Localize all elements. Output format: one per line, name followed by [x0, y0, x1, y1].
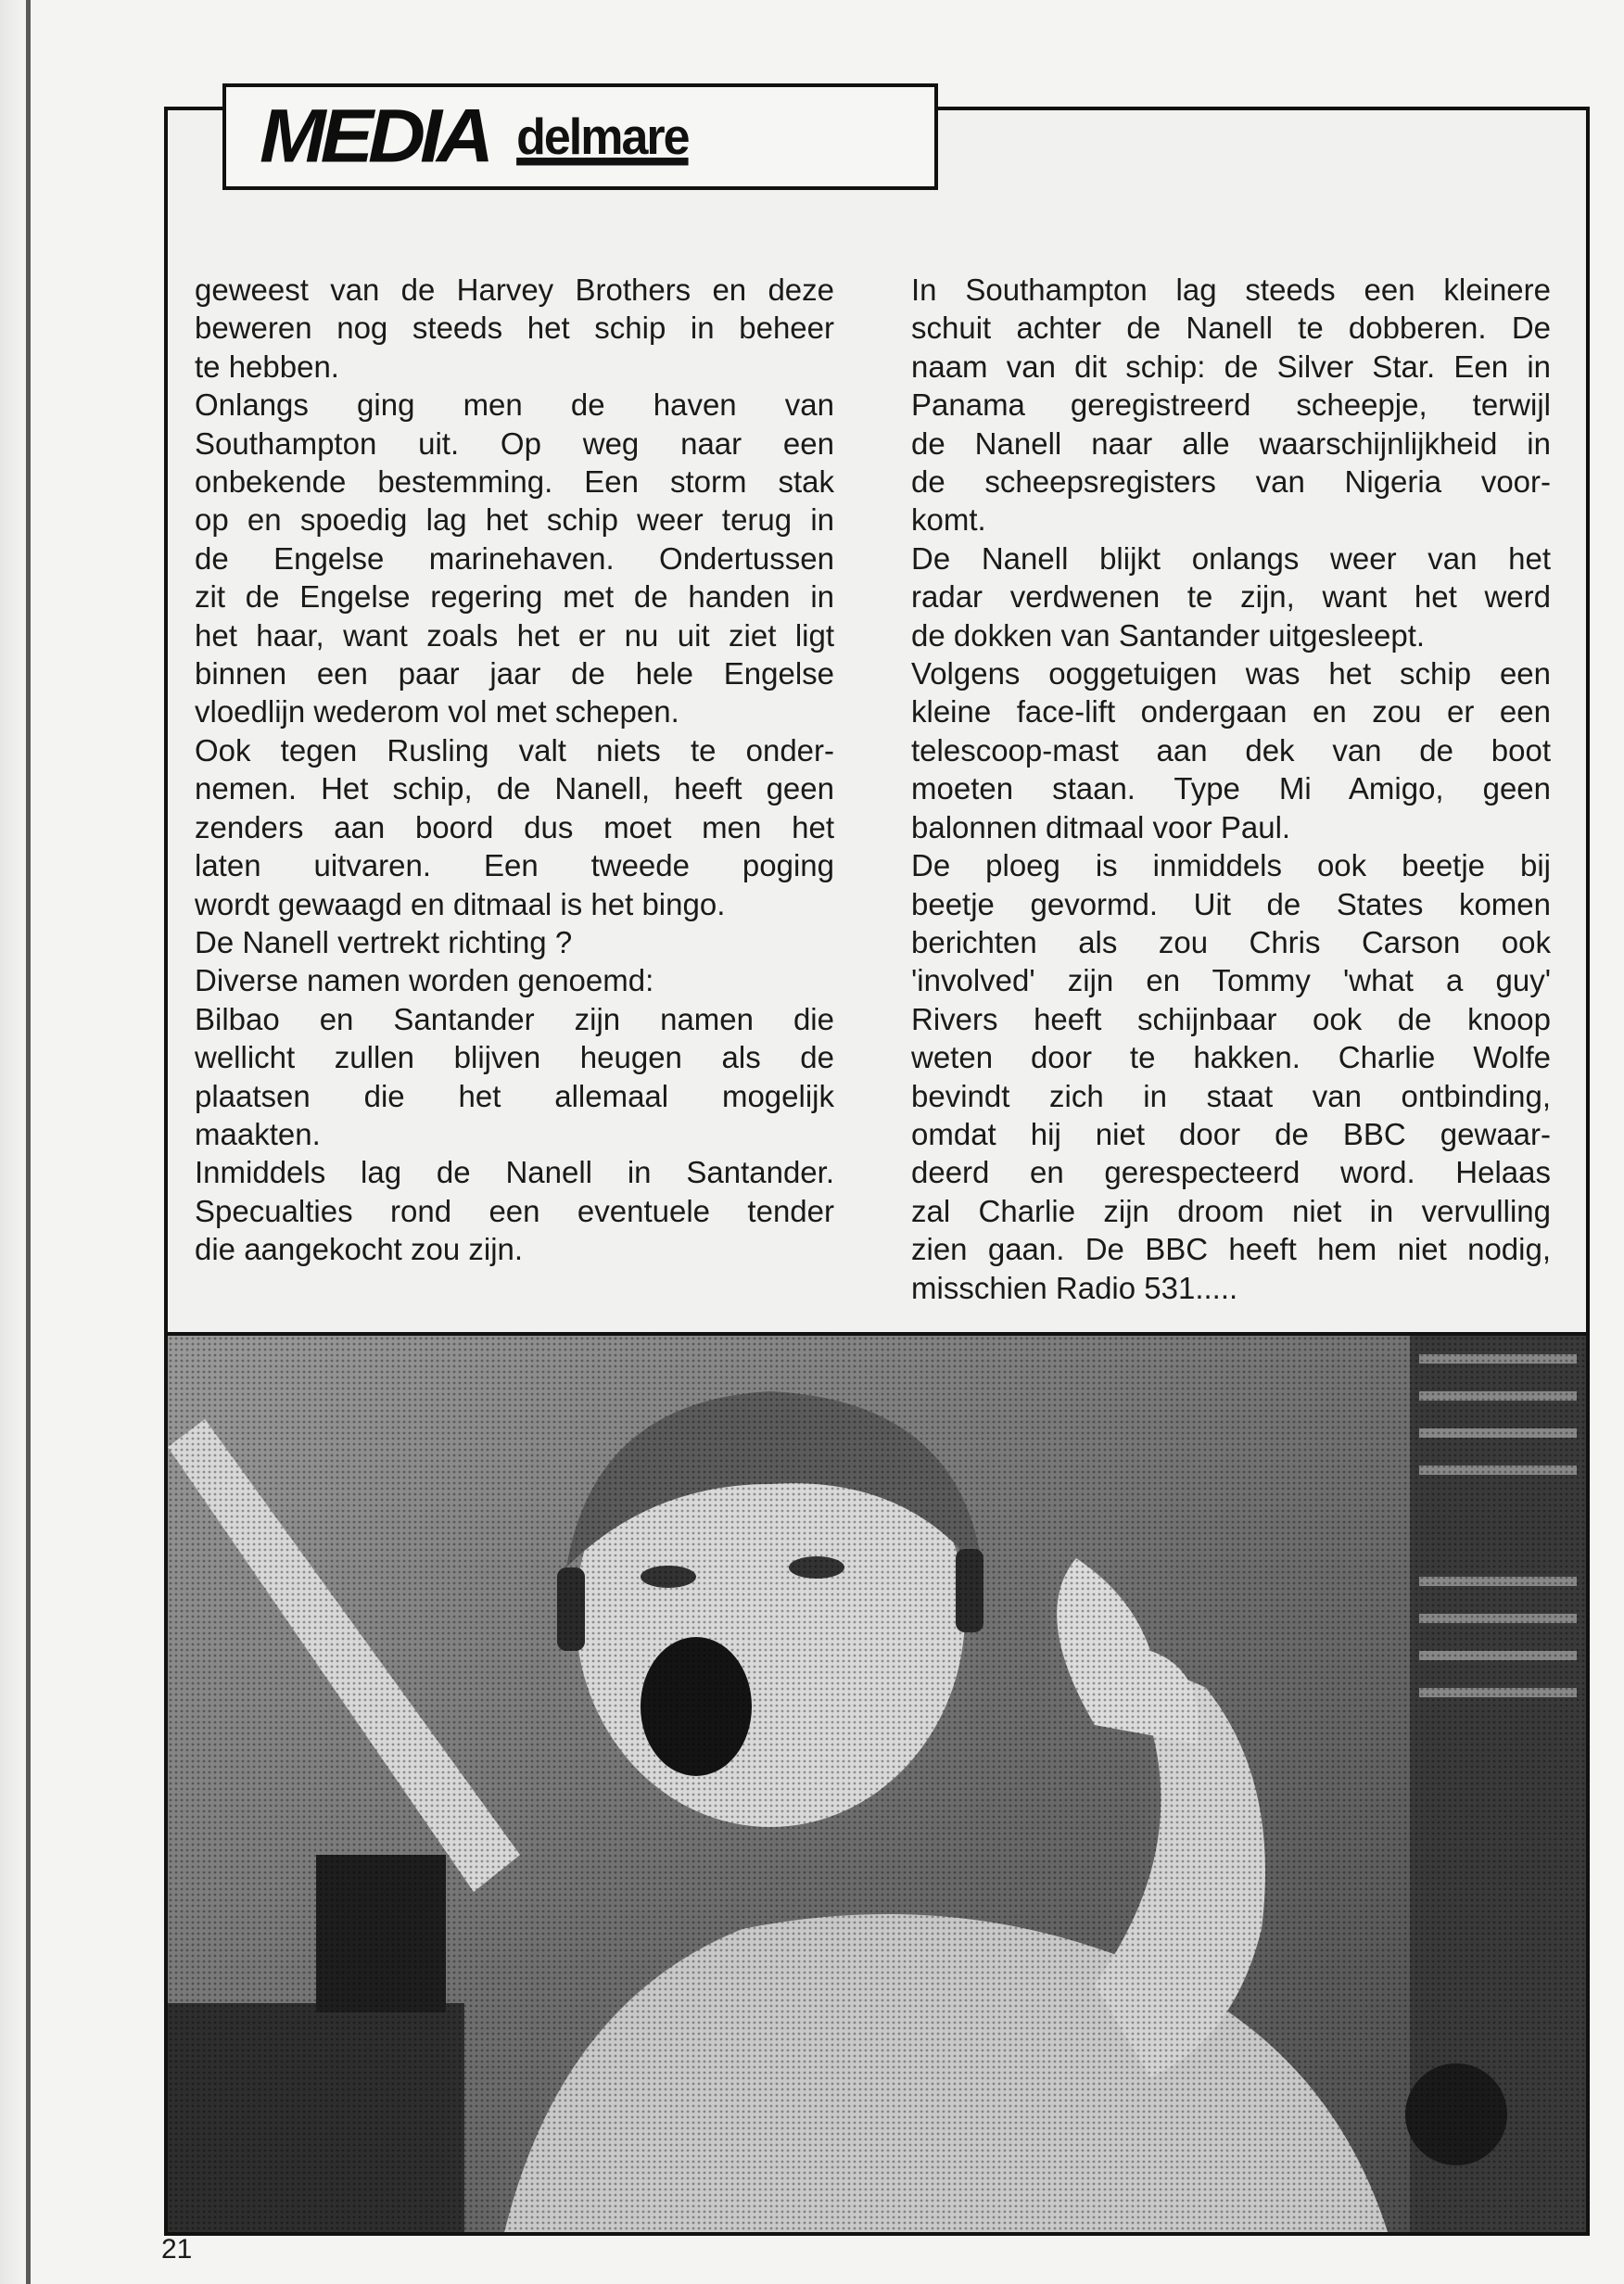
text-line: moeten staan. Type Mi Amigo, geen — [911, 771, 1551, 806]
text-line: Southampton uit. Op weg naar een — [195, 425, 834, 461]
text-line: Rivers heeft schijnbaar ook de knoop — [911, 1001, 1551, 1036]
text-line: geweest van de Harvey Brothers en deze — [195, 273, 834, 307]
text-line: zien gaan. De BBC heeft hem niet nodig, — [911, 1232, 1551, 1267]
text-line: radar verdwenen te zijn, want het werd — [911, 579, 1551, 615]
text-line: laten uitvaren. Een tweede poging — [195, 848, 834, 883]
text-line: Specualties rond een eventuele tender — [195, 1193, 834, 1228]
text-column-left — [195, 271, 834, 1269]
text-line: zal Charlie zijn droom niet in vervulling — [911, 1193, 1551, 1228]
text-line: misschien Radio 531..... — [911, 1270, 1238, 1305]
text-line: de dokken van Santander uitgesleept. — [911, 617, 1426, 653]
text-line: Panama geregistreerd scheepje, terwijl — [911, 387, 1551, 423]
text-line: In Southampton lag steeds een kleinere — [911, 273, 1551, 307]
text-line: beetje gevormd. Uit de States komen — [911, 886, 1551, 921]
text-line: komt. — [911, 502, 986, 538]
text-line: zit de Engelse regering met de handen in — [195, 579, 834, 615]
text-line: zenders aan boord dus moet men het — [195, 809, 834, 844]
page-edge — [0, 0, 26, 2284]
paragraph — [195, 271, 834, 386]
text-line: naam van dit schip: de Silver Star. Een in — [911, 349, 1551, 384]
text-line: te hebben. — [195, 349, 339, 384]
text-line: plaatsen die het allemaal mogelijk — [195, 1078, 834, 1113]
paragraph — [195, 961, 834, 999]
page-number: 21 — [161, 2234, 193, 2265]
text-line: 'involved' zijn en Tommy 'what a guy' — [911, 963, 1551, 998]
text-line: De ploeg is inmiddels ook beetje bij — [911, 848, 1551, 883]
text-line: onbekende bestemming. Een storm stak — [195, 464, 834, 500]
logo-delmare: delmare — [516, 108, 689, 165]
binding-line — [26, 0, 31, 2284]
text-line: de Engelse marinehaven. Ondertussen — [195, 540, 834, 576]
text-line: wellicht zullen blijven heugen als de — [195, 1040, 834, 1075]
paragraph — [911, 539, 1551, 654]
text-line: op en spoedig lag het schip weer terug in — [195, 502, 834, 538]
paragraph — [911, 271, 1551, 539]
text-line: Onlangs ging men de haven van — [195, 387, 834, 423]
paragraph — [195, 1000, 834, 1154]
text-line: maakten. — [195, 1116, 321, 1151]
text-line: wordt gewaagd en ditmaal is het bingo. — [195, 886, 726, 921]
paragraph — [911, 654, 1551, 846]
text-line: De Nanell vertrekt richting ? — [195, 924, 573, 959]
text-line: Volgens ooggetuigen was het schip een — [911, 656, 1551, 692]
section-header — [222, 83, 938, 190]
text-line: De Nanell blijkt onlangs weer van het — [911, 540, 1551, 576]
text-line: nemen. Het schip, de Nanell, heeft geen — [195, 771, 834, 806]
text-line: kleine face-lift ondergaan en zou er een — [911, 694, 1551, 730]
text-line: Diverse namen worden genoemd: — [195, 963, 654, 998]
dj-photo-image — [168, 1336, 1586, 2232]
paragraph — [195, 923, 834, 961]
paragraph — [195, 1153, 834, 1268]
text-line: vloedlijn wederom vol met schepen. — [195, 694, 679, 730]
text-line: Inmiddels lag de Nanell in Santander. — [195, 1155, 834, 1190]
text-line: de scheepsregisters van Nigeria voor- — [911, 464, 1551, 500]
text-column-right — [911, 271, 1551, 1307]
text-line: bevindt zich in staat van ontbinding, — [911, 1078, 1551, 1113]
text-line: deerd en gerespecteerd word. Helaas — [911, 1155, 1551, 1190]
text-line: balonnen ditmaal voor Paul. — [911, 809, 1291, 844]
paragraph — [195, 386, 834, 731]
text-line: die aangekocht zou zijn. — [195, 1232, 524, 1267]
text-line: het haar, want zoals het er nu uit ziet ligt — [195, 617, 834, 653]
paragraph — [195, 731, 834, 923]
text-line: Bilbao en Santander zijn namen die — [195, 1001, 834, 1036]
text-line: Ook tegen Rusling valt niets te onder- — [195, 732, 834, 768]
text-line: beweren nog steeds het schip in beheer — [195, 311, 834, 346]
text-line: berichten als zou Chris Carson ook — [911, 924, 1551, 959]
text-line: binnen een paar jaar de hele Engelse — [195, 656, 834, 692]
text-line: schuit achter de Nanell te dobberen. De — [911, 311, 1551, 346]
text-line: omdat hij niet door de BBC gewaar- — [911, 1116, 1551, 1151]
dj-photo — [168, 1336, 1586, 2232]
text-line: weten door te hakken. Charlie Wolfe — [911, 1040, 1551, 1075]
text-line: telescoop-mast aan dek van de boot — [911, 732, 1551, 768]
logo-media: MEDIA — [260, 94, 489, 179]
paragraph — [911, 846, 1551, 1307]
text-line: de Nanell naar alle waarschijnlijkheid in — [911, 425, 1551, 461]
